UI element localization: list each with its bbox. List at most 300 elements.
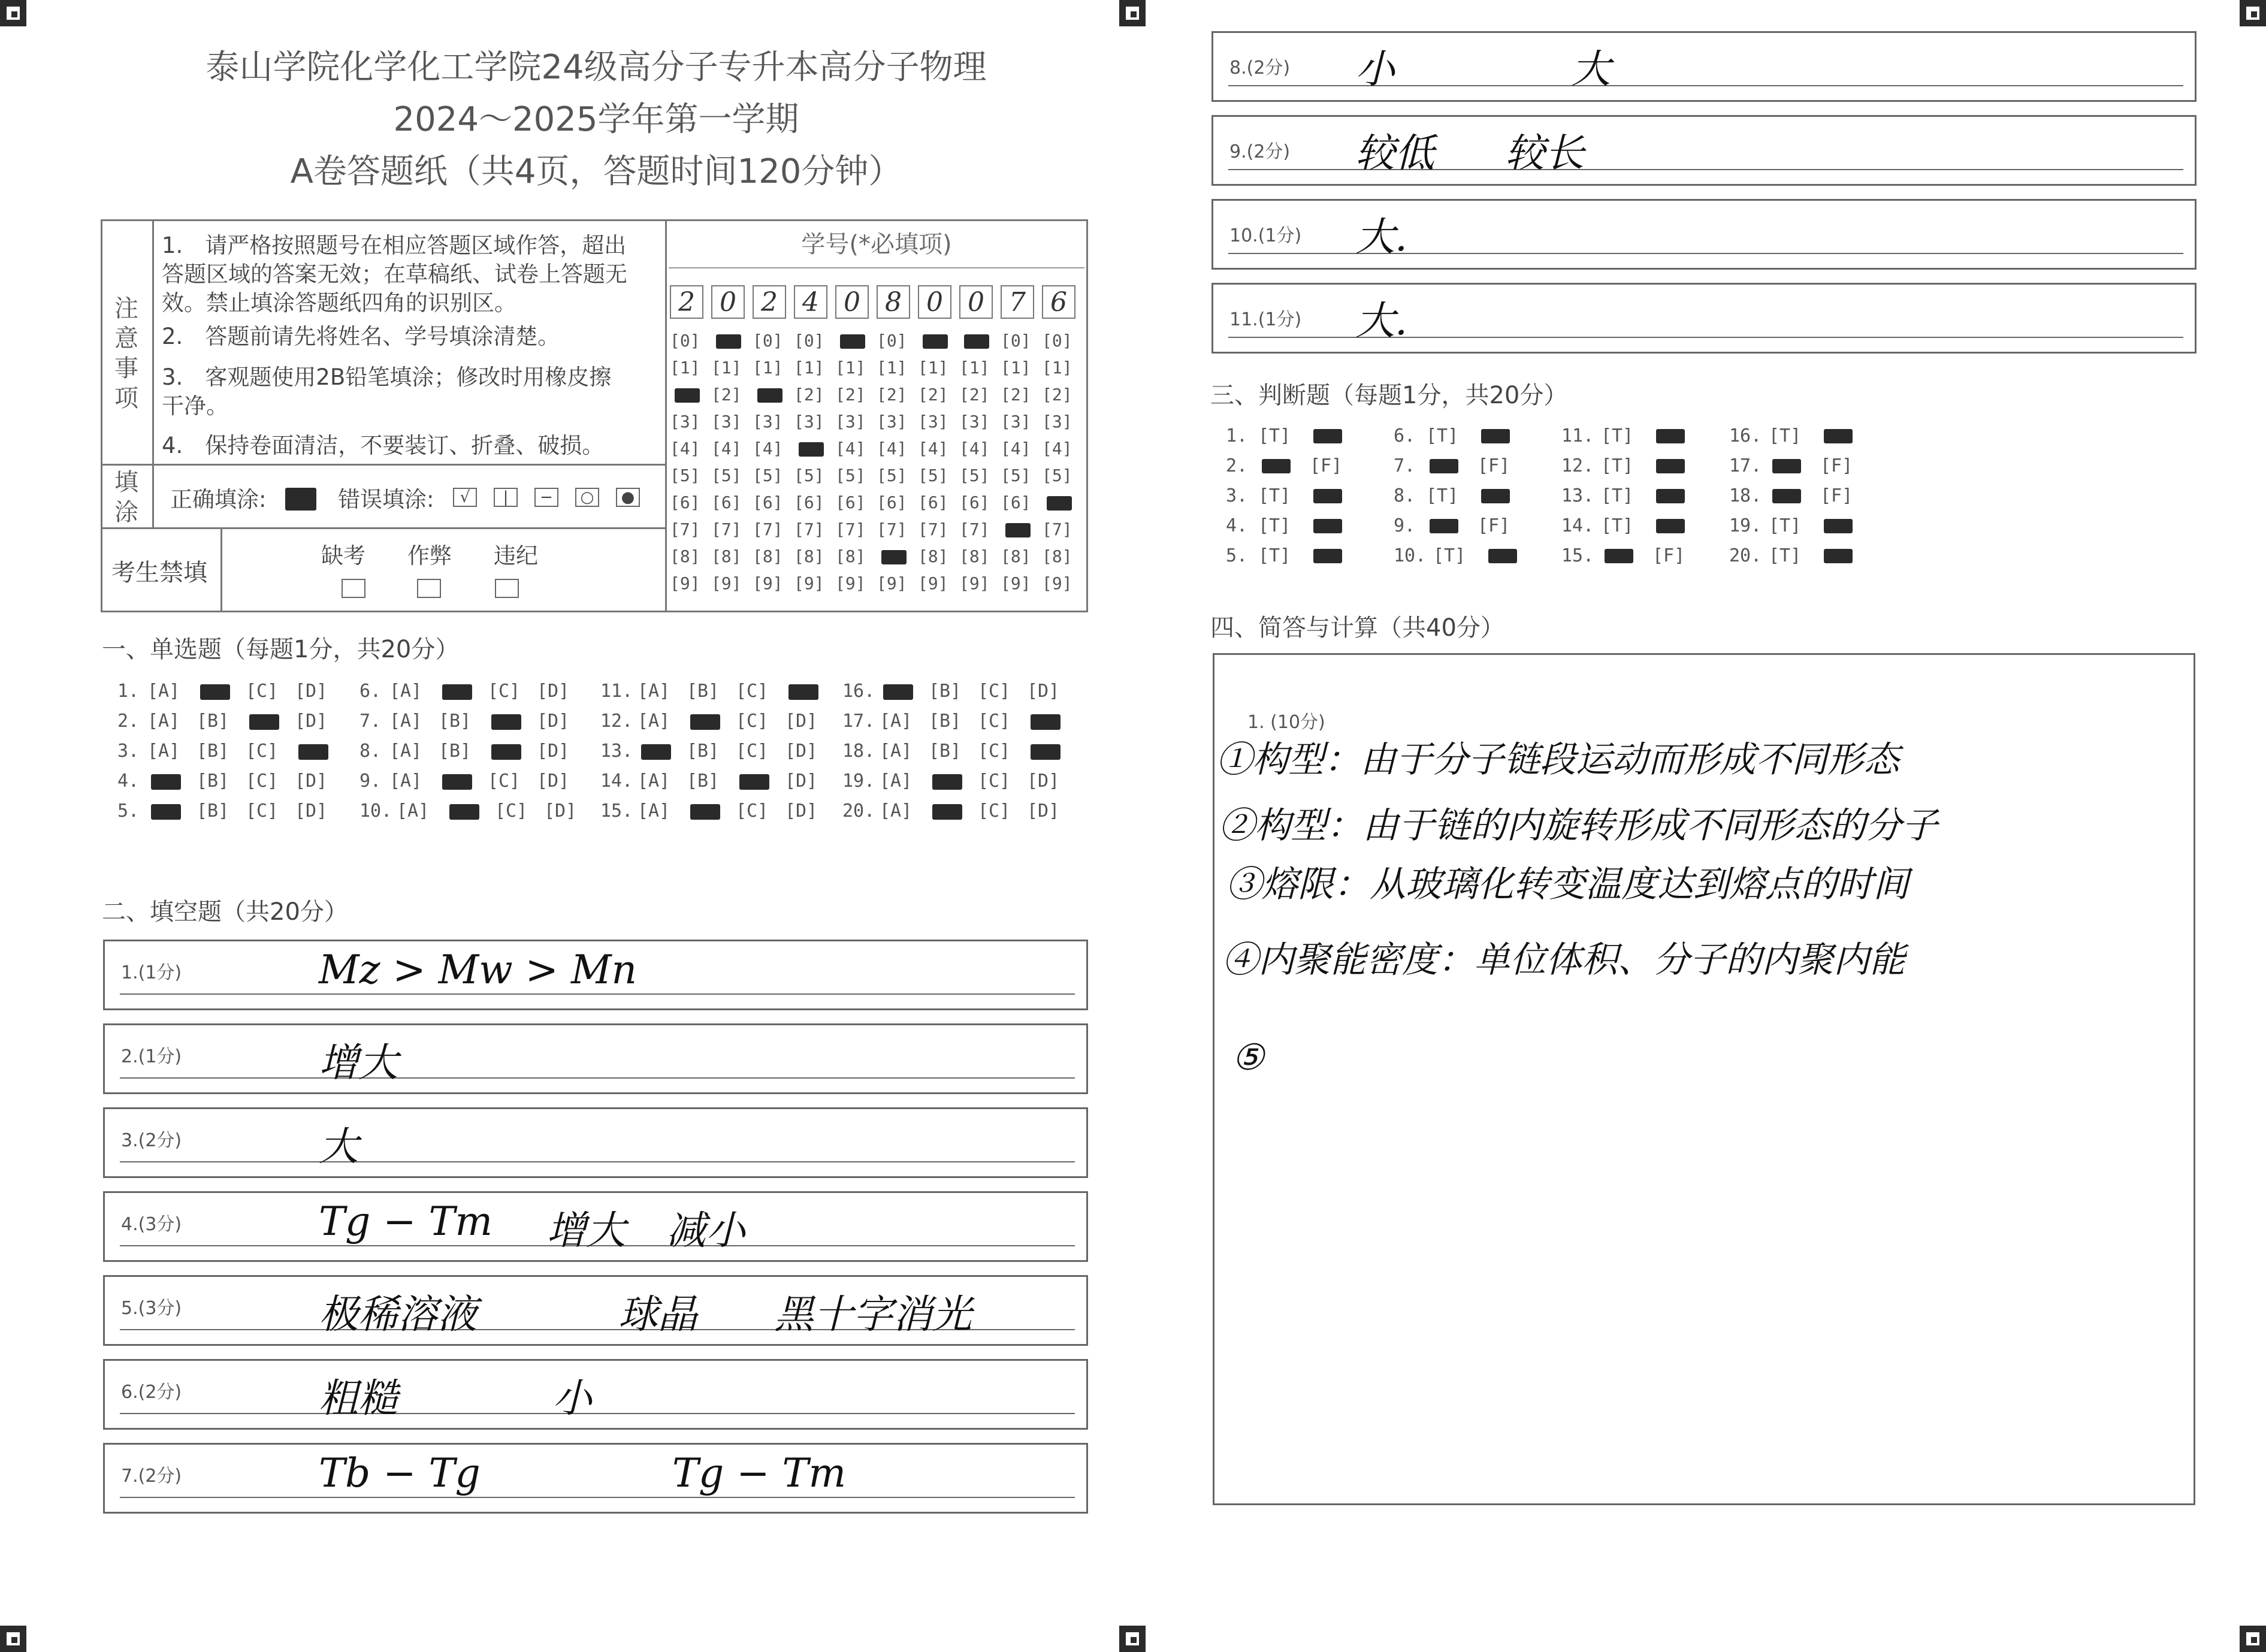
choice-bubble[interactable]: [A] bbox=[147, 741, 180, 762]
student-id-bubble[interactable]: [3] bbox=[918, 412, 948, 431]
student-id-bubble[interactable]: [3] bbox=[794, 412, 824, 431]
correct-fill-label: 正确填涂: bbox=[170, 487, 267, 512]
judge-bubble[interactable]: [F] bbox=[1652, 545, 1685, 566]
question-number: 1. bbox=[1226, 425, 1248, 446]
choice-bubble[interactable]: [A] bbox=[147, 711, 180, 732]
notice-item-1: 1. 请严格按照题号在相应答题区域作答，超出答题区域的答案无效；在草稿纸、试卷上答题无效。禁止填涂答题纸四角的识别区。 bbox=[162, 232, 627, 316]
student-id-bubble[interactable]: [9] bbox=[1042, 573, 1072, 593]
choice-filled-bubble[interactable] bbox=[491, 714, 521, 730]
student-id-bubble[interactable]: [8] bbox=[1001, 546, 1031, 566]
student-id-bubble[interactable]: [9] bbox=[670, 573, 700, 593]
choice-bubble[interactable]: [A] bbox=[397, 801, 430, 822]
short-answer-line-3: ③熔限：从玻璃化转变温度达到熔点的时间 bbox=[1226, 863, 1909, 905]
student-id-bubble[interactable]: [1] bbox=[835, 358, 866, 377]
choice-bubble[interactable]: [A] bbox=[637, 711, 670, 732]
correct-fill-sample bbox=[285, 488, 316, 511]
question-number: 11. bbox=[1561, 425, 1594, 446]
student-id-bubble[interactable]: [1] bbox=[711, 358, 742, 377]
question-number: 10. bbox=[359, 801, 392, 822]
student-id-bubble[interactable]: [8] bbox=[794, 546, 824, 566]
student-id-bubble[interactable]: [5] bbox=[670, 466, 700, 485]
wrong-fill-label: 错误填涂: bbox=[338, 487, 434, 512]
student-id-filled-bubble[interactable] bbox=[799, 442, 824, 457]
choice-bubble[interactable]: [C] bbox=[246, 801, 279, 822]
judge-bubble[interactable]: [T] bbox=[1601, 455, 1634, 476]
choice-bubble[interactable]: [B] bbox=[197, 771, 229, 792]
short-answer-line-4: ④内聚能密度：单位体积、分子的内聚内能 bbox=[1222, 939, 1905, 981]
choice-bubble[interactable]: [A] bbox=[389, 771, 422, 792]
choice-filled-bubble[interactable] bbox=[449, 804, 479, 820]
student-id-bubble[interactable]: [3] bbox=[753, 412, 783, 431]
student-id-bubble[interactable]: [2] bbox=[918, 385, 948, 404]
student-id-bubble[interactable]: [8] bbox=[711, 546, 742, 566]
choice-bubble[interactable]: [D] bbox=[785, 771, 818, 792]
handwritten-answer: 粗糙 bbox=[319, 1375, 398, 1421]
wrong-mark-4: ○ bbox=[575, 488, 599, 507]
choice-bubble[interactable]: [D] bbox=[785, 801, 818, 822]
corner-marker bbox=[0, 0, 26, 26]
judge-filled-bubble[interactable] bbox=[1430, 519, 1458, 533]
student-id-bubble[interactable]: [5] bbox=[794, 466, 824, 485]
judge-filled-bubble[interactable] bbox=[1481, 429, 1510, 443]
student-id-bubble[interactable]: [3] bbox=[1001, 412, 1031, 431]
choice-filled-bubble[interactable] bbox=[200, 684, 230, 700]
student-id-filled-bubble[interactable] bbox=[1047, 496, 1072, 511]
question-number: 10. bbox=[1394, 545, 1427, 566]
judge-filled-bubble[interactable] bbox=[1430, 459, 1458, 473]
judge-filled-bubble[interactable] bbox=[1656, 459, 1685, 473]
question-number: 2. bbox=[117, 711, 140, 732]
question-number: 6. bbox=[1394, 425, 1416, 446]
fill-blank-box[interactable] bbox=[103, 1107, 1088, 1178]
choice-bubble[interactable]: [B] bbox=[687, 741, 720, 762]
student-id-bubble[interactable]: [5] bbox=[918, 466, 948, 485]
student-id-bubble[interactable]: [4] bbox=[959, 439, 990, 458]
choice-filled-bubble[interactable] bbox=[491, 744, 521, 760]
question-number: 1. bbox=[117, 681, 140, 702]
student-id-bubble[interactable]: [5] bbox=[835, 466, 866, 485]
student-id-bubble[interactable]: [7] bbox=[794, 520, 824, 539]
student-id-bubble[interactable]: [9] bbox=[794, 573, 824, 593]
choice-filled-bubble[interactable] bbox=[932, 804, 962, 820]
section4-title: 四、简答与计算（共40分） bbox=[1210, 614, 1504, 642]
student-id-bubble[interactable]: [8] bbox=[835, 546, 866, 566]
student-id-bubble[interactable]: [0] bbox=[753, 331, 783, 351]
choice-bubble[interactable]: [C] bbox=[246, 771, 279, 792]
judge-filled-bubble[interactable] bbox=[1656, 519, 1685, 533]
fill-blank-label: 6.(2分) bbox=[121, 1382, 182, 1403]
student-id-bubble[interactable]: [5] bbox=[753, 466, 783, 485]
student-id-bubble[interactable]: [9] bbox=[1001, 573, 1031, 593]
choice-bubble[interactable]: [D] bbox=[537, 711, 570, 732]
handwritten-answer: 极稀溶液 bbox=[319, 1291, 477, 1337]
student-id-bubble[interactable]: [6] bbox=[670, 493, 700, 512]
student-id-bubble[interactable]: [2] bbox=[1001, 385, 1031, 404]
student-id-bubble[interactable]: [8] bbox=[959, 546, 990, 566]
handwritten-answer: 增大 bbox=[319, 1040, 398, 1086]
student-id-bubble[interactable]: [7] bbox=[835, 520, 866, 539]
student-id-bubble[interactable]: [6] bbox=[918, 493, 948, 512]
answer-underline bbox=[120, 1077, 1075, 1079]
choice-bubble[interactable]: [C] bbox=[736, 801, 769, 822]
student-id-digit: 0 bbox=[835, 285, 869, 319]
student-id-filled-bubble[interactable] bbox=[840, 334, 865, 349]
student-id-bubble[interactable]: [1] bbox=[670, 358, 700, 377]
student-id-label: 学号(*必填项) bbox=[801, 231, 952, 258]
judge-filled-bubble[interactable] bbox=[1262, 459, 1291, 473]
judge-bubble[interactable]: [T] bbox=[1426, 425, 1459, 446]
judge-bubble[interactable]: [T] bbox=[1601, 425, 1634, 446]
question-number: 18. bbox=[1729, 485, 1762, 506]
judge-bubble[interactable]: [T] bbox=[1258, 425, 1291, 446]
choice-bubble[interactable]: [C] bbox=[978, 681, 1011, 702]
choice-bubble[interactable]: [D] bbox=[537, 741, 570, 762]
student-id-bubble[interactable]: [6] bbox=[959, 493, 990, 512]
judge-bubble[interactable]: [T] bbox=[1258, 485, 1291, 506]
section3-title: 三、判断题（每题1分，共20分） bbox=[1210, 382, 1568, 409]
judge-filled-bubble[interactable] bbox=[1313, 489, 1342, 503]
student-id-bubble[interactable]: [2] bbox=[877, 385, 907, 404]
judge-bubble[interactable]: [T] bbox=[1426, 485, 1459, 506]
choice-bubble[interactable]: [A] bbox=[880, 801, 913, 822]
student-id-bubble[interactable]: [1] bbox=[877, 358, 907, 377]
judge-bubble[interactable]: [F] bbox=[1310, 455, 1343, 476]
student-id-bubble[interactable]: [4] bbox=[835, 439, 866, 458]
choice-bubble[interactable]: [C] bbox=[978, 771, 1011, 792]
student-id-bubble[interactable]: [8] bbox=[753, 546, 783, 566]
choice-bubble[interactable]: [B] bbox=[929, 681, 962, 702]
student-id-bubble[interactable]: [3] bbox=[835, 412, 866, 431]
judge-bubble[interactable]: [T] bbox=[1258, 515, 1291, 536]
notice-item-3: 3. 客观题使用2B铅笔填涂；修改时用橡皮擦干净。 bbox=[162, 364, 612, 419]
judge-bubble[interactable]: [T] bbox=[1601, 485, 1634, 506]
exam-subtitle: A卷答题纸（共4页，答题时间120分钟） bbox=[290, 152, 902, 191]
student-id-filled-bubble[interactable] bbox=[716, 334, 741, 349]
choice-bubble[interactable]: [B] bbox=[687, 681, 720, 702]
choice-bubble[interactable]: [D] bbox=[537, 681, 570, 702]
student-id-bubble[interactable]: [7] bbox=[753, 520, 783, 539]
violation-box[interactable] bbox=[495, 579, 519, 598]
student-id-bubble[interactable]: [3] bbox=[959, 412, 990, 431]
question-number: 11. bbox=[600, 681, 633, 702]
choice-filled-bubble[interactable] bbox=[442, 684, 472, 700]
choice-filled-bubble[interactable] bbox=[298, 744, 328, 760]
student-id-filled-bubble[interactable] bbox=[757, 388, 782, 403]
choice-filled-bubble[interactable] bbox=[151, 804, 181, 820]
choice-bubble[interactable]: [D] bbox=[544, 801, 577, 822]
choice-bubble[interactable]: [B] bbox=[439, 741, 472, 762]
student-id-filled-bubble[interactable] bbox=[881, 550, 907, 564]
judge-filled-bubble[interactable] bbox=[1313, 519, 1342, 533]
student-id-bubble[interactable]: [5] bbox=[1042, 466, 1072, 485]
question-number: 2. bbox=[1226, 455, 1248, 476]
choice-bubble[interactable]: [A] bbox=[389, 681, 422, 702]
question-number: 6. bbox=[359, 681, 382, 702]
choice-filled-bubble[interactable] bbox=[788, 684, 818, 700]
choice-bubble[interactable]: [B] bbox=[197, 741, 229, 762]
student-id-bubble[interactable]: [1] bbox=[753, 358, 783, 377]
student-id-bubble[interactable]: [3] bbox=[1042, 412, 1072, 431]
choice-bubble[interactable]: [D] bbox=[295, 771, 328, 792]
choice-filled-bubble[interactable] bbox=[739, 774, 769, 790]
choice-filled-bubble[interactable] bbox=[932, 774, 962, 790]
section2-title: 二、填空题（共20分） bbox=[102, 898, 348, 926]
student-id-bubble[interactable]: [4] bbox=[753, 439, 783, 458]
student-id-filled-bubble[interactable] bbox=[964, 334, 989, 349]
judge-filled-bubble[interactable] bbox=[1824, 549, 1853, 563]
choice-bubble[interactable]: [C] bbox=[246, 681, 279, 702]
fill-blank-label: 1.(1分) bbox=[121, 962, 182, 983]
student-id-bubble[interactable]: [9] bbox=[877, 573, 907, 593]
judge-filled-bubble[interactable] bbox=[1488, 549, 1517, 563]
student-id-bubble[interactable]: [6] bbox=[1001, 493, 1031, 512]
choice-bubble[interactable]: [A] bbox=[880, 741, 913, 762]
judge-bubble[interactable]: [F] bbox=[1820, 485, 1853, 506]
absent-box[interactable] bbox=[342, 579, 365, 598]
judge-filled-bubble[interactable] bbox=[1656, 489, 1685, 503]
student-id-bubble[interactable]: [5] bbox=[711, 466, 742, 485]
choice-bubble[interactable]: [B] bbox=[929, 741, 962, 762]
student-id-bubble[interactable]: [4] bbox=[877, 439, 907, 458]
handwritten-answer: 球晶 bbox=[618, 1291, 697, 1337]
student-id-bubble[interactable]: [7] bbox=[959, 520, 990, 539]
choice-filled-bubble[interactable] bbox=[690, 804, 720, 820]
fill-blank-label: 4.(3分) bbox=[121, 1214, 182, 1235]
judge-filled-bubble[interactable] bbox=[1481, 489, 1510, 503]
handwritten-answer: 大. bbox=[1355, 214, 1407, 260]
student-id-bubble[interactable]: [2] bbox=[835, 385, 866, 404]
corner-marker bbox=[1119, 0, 1146, 26]
short-answer-line-5: ⑤ bbox=[1232, 1037, 1264, 1079]
short-answer-q-label: 1. (10分) bbox=[1247, 712, 1325, 733]
choice-bubble[interactable]: [A] bbox=[880, 771, 913, 792]
choice-bubble[interactable]: [A] bbox=[147, 681, 180, 702]
student-id-bubble[interactable]: [9] bbox=[753, 573, 783, 593]
question-number: 8. bbox=[1394, 485, 1416, 506]
student-id-bubble[interactable]: [9] bbox=[835, 573, 866, 593]
question-number: 4. bbox=[117, 771, 140, 792]
fill-blank-label: 3.(2分) bbox=[121, 1130, 182, 1151]
student-id-bubble[interactable]: [2] bbox=[1042, 385, 1072, 404]
corner-marker bbox=[2240, 0, 2266, 26]
student-id-bubble[interactable]: [1] bbox=[959, 358, 990, 377]
judge-filled-bubble[interactable] bbox=[1824, 429, 1853, 443]
student-id-bubble[interactable]: [2] bbox=[959, 385, 990, 404]
student-id-bubble[interactable]: [4] bbox=[670, 439, 700, 458]
judge-filled-bubble[interactable] bbox=[1656, 429, 1685, 443]
student-id-bubble[interactable]: [0] bbox=[1001, 331, 1031, 351]
choice-bubble[interactable]: [D] bbox=[1027, 771, 1060, 792]
fill-blank-label: 10.(1分) bbox=[1229, 225, 1302, 246]
student-id-bubble[interactable]: [1] bbox=[1042, 358, 1072, 377]
student-id-bubble[interactable]: [4] bbox=[1001, 439, 1031, 458]
answer-underline bbox=[120, 1413, 1075, 1414]
choice-bubble[interactable]: [A] bbox=[389, 711, 422, 732]
cheat-label: 作弊 bbox=[407, 543, 452, 569]
choice-bubble[interactable]: [B] bbox=[197, 801, 229, 822]
student-id-filled-bubble[interactable] bbox=[923, 334, 948, 349]
judge-filled-bubble[interactable] bbox=[1824, 519, 1853, 533]
choice-bubble[interactable]: [C] bbox=[495, 801, 528, 822]
question-number: 12. bbox=[1561, 455, 1594, 476]
student-id-bubble[interactable]: [7] bbox=[670, 520, 700, 539]
choice-bubble[interactable]: [D] bbox=[295, 801, 328, 822]
student-id-bubble[interactable]: [7] bbox=[918, 520, 948, 539]
judge-bubble[interactable]: [F] bbox=[1478, 515, 1510, 536]
choice-filled-bubble[interactable] bbox=[883, 684, 913, 700]
choice-filled-bubble[interactable] bbox=[641, 744, 671, 760]
choice-bubble[interactable]: [A] bbox=[389, 741, 422, 762]
choice-bubble[interactable]: [D] bbox=[785, 711, 818, 732]
judge-bubble[interactable]: [T] bbox=[1769, 545, 1802, 566]
question-number: 15. bbox=[600, 801, 633, 822]
student-id-bubble[interactable]: [5] bbox=[1001, 466, 1031, 485]
judge-filled-bubble[interactable] bbox=[1772, 489, 1801, 503]
student-id-bubble[interactable]: [5] bbox=[877, 466, 907, 485]
handwritten-answer: 大 bbox=[1571, 46, 1611, 92]
student-id-bubble[interactable]: [3] bbox=[711, 412, 742, 431]
choice-bubble[interactable]: [D] bbox=[537, 771, 570, 792]
student-id-bubble[interactable]: [6] bbox=[753, 493, 783, 512]
question-number: 7. bbox=[1394, 455, 1416, 476]
student-id-bubble[interactable]: [1] bbox=[794, 358, 824, 377]
choice-bubble[interactable]: [D] bbox=[295, 711, 328, 732]
handwritten-answer: 较低 bbox=[1355, 130, 1434, 176]
choice-bubble[interactable]: [C] bbox=[736, 741, 769, 762]
student-id-bubble[interactable]: [8] bbox=[670, 546, 700, 566]
choice-bubble[interactable]: [C] bbox=[736, 681, 769, 702]
fill-blank-box[interactable] bbox=[103, 1023, 1088, 1094]
choice-bubble[interactable]: [A] bbox=[637, 681, 670, 702]
judge-filled-bubble[interactable] bbox=[1313, 429, 1342, 443]
student-id-bubble[interactable]: [6] bbox=[877, 493, 907, 512]
cheat-box[interactable] bbox=[417, 579, 441, 598]
student-id-bubble[interactable]: [0] bbox=[670, 331, 700, 351]
judge-bubble[interactable]: [F] bbox=[1478, 455, 1510, 476]
answer-underline bbox=[120, 1497, 1075, 1498]
question-number: 20. bbox=[1729, 545, 1762, 566]
choice-bubble[interactable]: [C] bbox=[978, 741, 1011, 762]
student-id-digit: 2 bbox=[670, 285, 703, 319]
student-id-bubble[interactable]: [8] bbox=[918, 546, 948, 566]
choice-bubble[interactable]: [C] bbox=[978, 711, 1011, 732]
judge-bubble[interactable]: [T] bbox=[1258, 545, 1291, 566]
judge-filled-bubble[interactable] bbox=[1772, 459, 1801, 473]
question-number: 18. bbox=[842, 741, 875, 762]
judge-bubble[interactable]: [T] bbox=[1769, 425, 1802, 446]
student-id-bubble[interactable]: [4] bbox=[1042, 439, 1072, 458]
answer-underline bbox=[120, 993, 1075, 995]
student-id-bubble[interactable]: [6] bbox=[711, 493, 742, 512]
student-id-filled-bubble[interactable] bbox=[1005, 523, 1031, 537]
question-number: 3. bbox=[117, 741, 140, 762]
section1-title: 一、单选题（每题1分，共20分） bbox=[102, 636, 460, 663]
fill-blank-box[interactable] bbox=[103, 1443, 1088, 1514]
choice-filled-bubble[interactable] bbox=[690, 714, 720, 730]
choice-bubble[interactable]: [A] bbox=[880, 711, 913, 732]
student-id-bubble[interactable]: [0] bbox=[794, 331, 824, 351]
student-id-bubble[interactable]: [1] bbox=[1001, 358, 1031, 377]
student-id-bubble[interactable]: [9] bbox=[711, 573, 742, 593]
short-answer-line-1: ①构型：由于分子链段运动而形成不同形态 bbox=[1216, 739, 1899, 781]
choice-bubble[interactable]: [D] bbox=[295, 681, 328, 702]
question-number: 3. bbox=[1226, 485, 1248, 506]
choice-bubble[interactable]: [C] bbox=[978, 801, 1011, 822]
student-id-bubble[interactable]: [2] bbox=[794, 385, 824, 404]
choice-bubble[interactable]: [D] bbox=[1027, 681, 1060, 702]
student-id-bubble[interactable]: [7] bbox=[1042, 520, 1072, 539]
student-id-bubble[interactable]: [4] bbox=[918, 439, 948, 458]
choice-filled-bubble[interactable] bbox=[1031, 744, 1061, 760]
student-id-bubble[interactable]: [0] bbox=[877, 331, 907, 351]
question-number: 13. bbox=[1561, 485, 1594, 506]
question-number: 17. bbox=[1729, 455, 1762, 476]
question-number: 5. bbox=[1226, 545, 1248, 566]
student-id-bubble[interactable]: [9] bbox=[959, 573, 990, 593]
student-id-bubble[interactable]: [8] bbox=[1042, 546, 1072, 566]
student-id-bubble[interactable]: [6] bbox=[835, 493, 866, 512]
choice-bubble[interactable]: [B] bbox=[687, 771, 720, 792]
student-id-bubble[interactable]: [6] bbox=[794, 493, 824, 512]
question-number: 9. bbox=[1394, 515, 1416, 536]
choice-bubble[interactable]: [B] bbox=[929, 711, 962, 732]
choice-filled-bubble[interactable] bbox=[1031, 714, 1061, 730]
choice-bubble[interactable]: [C] bbox=[488, 771, 521, 792]
student-id-bubble[interactable]: [7] bbox=[877, 520, 907, 539]
judge-filled-bubble[interactable] bbox=[1605, 549, 1633, 563]
student-id-bubble[interactable]: [4] bbox=[711, 439, 742, 458]
handwritten-answer: Mz > Mw > Mn bbox=[319, 947, 637, 993]
student-id-bubble[interactable]: [5] bbox=[959, 466, 990, 485]
choice-bubble[interactable]: [D] bbox=[785, 741, 818, 762]
judge-bubble[interactable]: [T] bbox=[1433, 545, 1466, 566]
choice-bubble[interactable]: [C] bbox=[488, 681, 521, 702]
handwritten-answer: Tg − Tm bbox=[319, 1198, 493, 1245]
notice-label: 注意事项 bbox=[114, 295, 138, 412]
choice-bubble[interactable]: [B] bbox=[439, 711, 472, 732]
student-id-bubble[interactable]: [2] bbox=[711, 385, 742, 404]
choice-filled-bubble[interactable] bbox=[249, 714, 279, 730]
student-id-bubble[interactable]: [0] bbox=[1042, 331, 1072, 351]
fill-blank-label: 11.(1分) bbox=[1229, 309, 1302, 330]
fill-blank-box[interactable] bbox=[103, 1359, 1088, 1430]
student-id-bubble[interactable]: [3] bbox=[670, 412, 700, 431]
student-id-filled-bubble[interactable] bbox=[675, 388, 700, 403]
judge-bubble[interactable]: [T] bbox=[1769, 515, 1802, 536]
choice-filled-bubble[interactable] bbox=[442, 774, 472, 790]
choice-bubble[interactable]: [D] bbox=[1027, 801, 1060, 822]
fill-blank-label: 9.(2分) bbox=[1229, 141, 1291, 162]
wrong-mark-3: − bbox=[534, 488, 558, 507]
absent-label: 缺考 bbox=[321, 543, 365, 569]
choice-filled-bubble[interactable] bbox=[151, 774, 181, 790]
judge-bubble[interactable]: [F] bbox=[1820, 455, 1853, 476]
student-id-bubble[interactable]: [3] bbox=[877, 412, 907, 431]
choice-bubble[interactable]: [A] bbox=[637, 771, 670, 792]
choice-bubble[interactable]: [C] bbox=[736, 711, 769, 732]
student-id-bubble[interactable]: [7] bbox=[711, 520, 742, 539]
judge-filled-bubble[interactable] bbox=[1313, 549, 1342, 563]
judge-bubble[interactable]: [T] bbox=[1601, 515, 1634, 536]
question-number: 16. bbox=[842, 681, 875, 702]
handwritten-answer: 小 bbox=[1355, 46, 1395, 92]
student-id-digit: 0 bbox=[918, 285, 951, 319]
choice-bubble[interactable]: [B] bbox=[197, 711, 229, 732]
student-id-bubble[interactable]: [1] bbox=[918, 358, 948, 377]
student-id-bubble[interactable]: [9] bbox=[918, 573, 948, 593]
choice-bubble[interactable]: [A] bbox=[637, 801, 670, 822]
choice-bubble[interactable]: [C] bbox=[246, 741, 279, 762]
